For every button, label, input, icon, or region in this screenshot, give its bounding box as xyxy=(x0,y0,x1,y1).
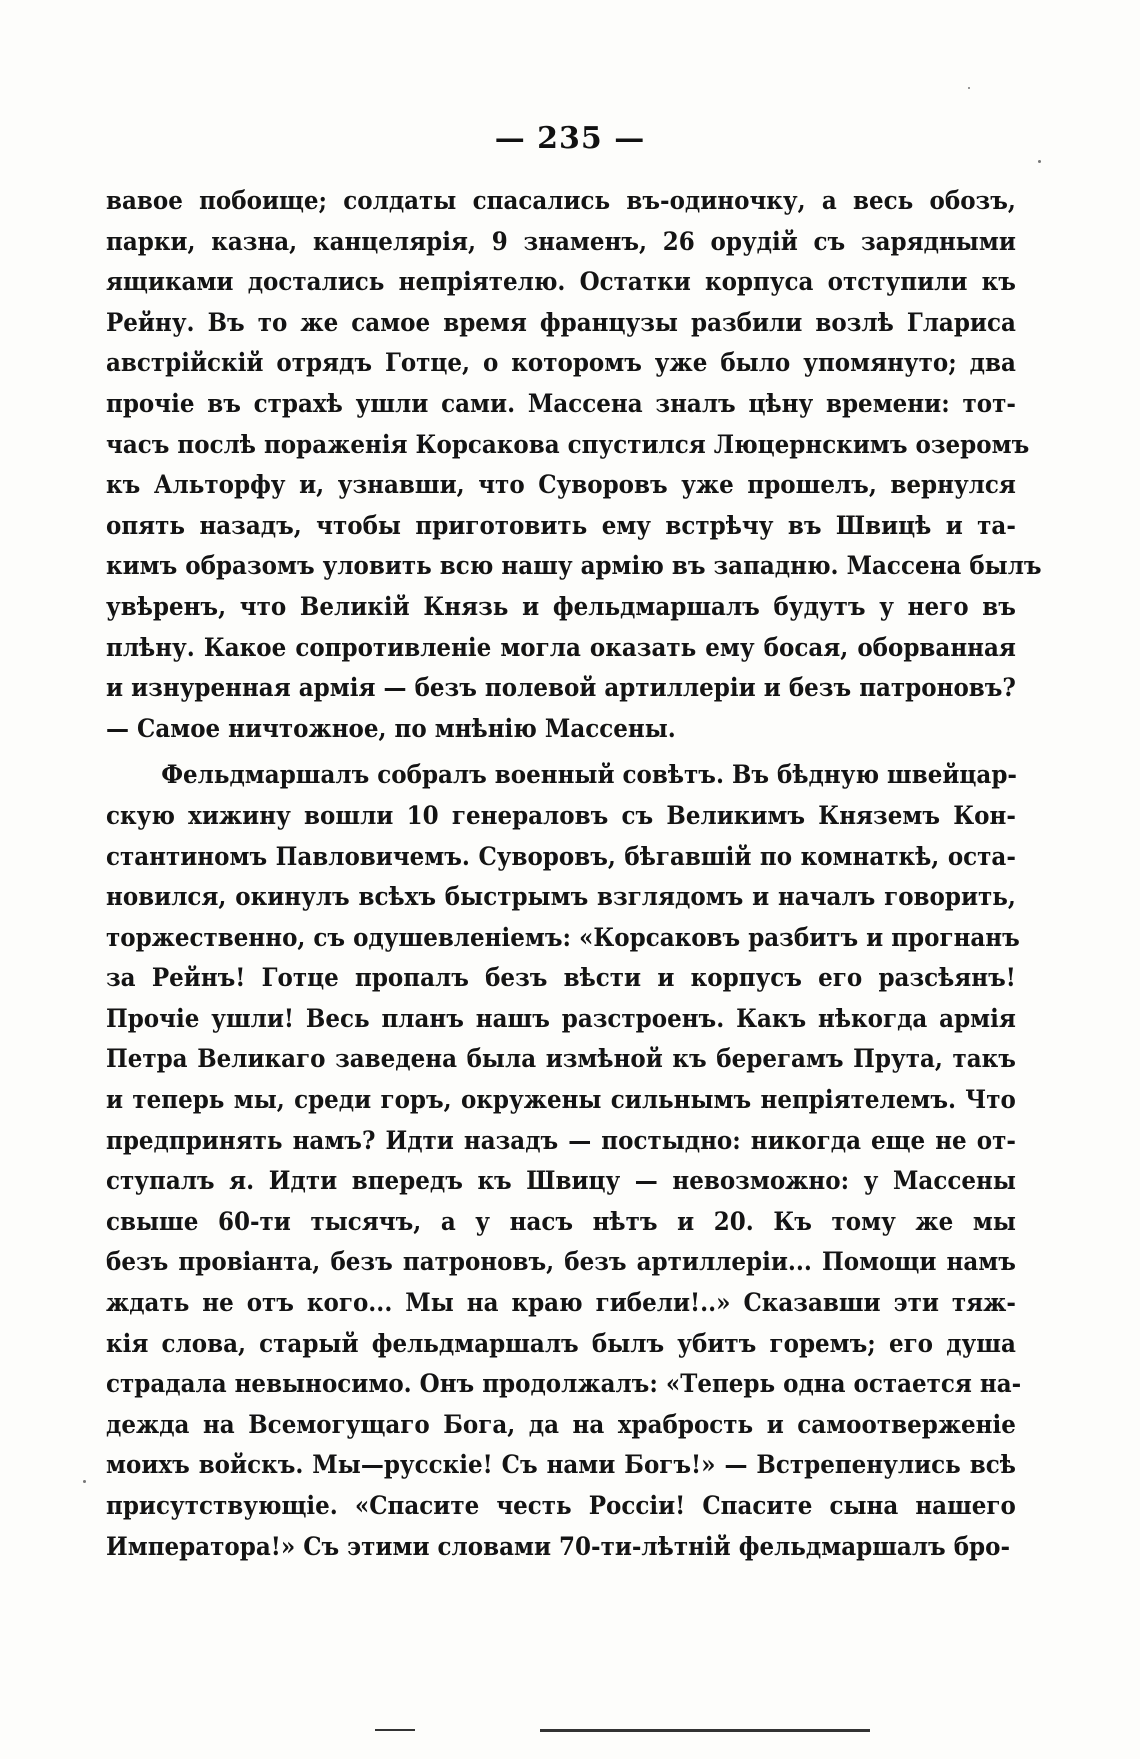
text-line: часъ послѣ пораженія Корсакова спустился Люцернскимъ озеромъ xyxy=(106,429,1030,459)
text-line: дежда на Всемогущаго Бога, да на храбрость и самоотверженіе xyxy=(106,1409,1016,1439)
text-line: новился, окинулъ всѣхъ быстрымъ взглядомъ и началъ говорить, xyxy=(106,882,1016,912)
text-line: и теперь мы, среди горъ, окружены сильнымъ непріятелемъ. Что xyxy=(106,1085,1016,1115)
text-line: кія слова, старый фельдмаршалъ былъ убитъ горемъ; его душа xyxy=(106,1328,1016,1358)
text-line: — Самое ничтожное, по мнѣнію Массены. xyxy=(106,713,676,743)
text-line: присутствующіе. «Спасите честь Россіи! Спасите сына нашего xyxy=(106,1491,1016,1520)
text-line: кимъ образомъ уловить всю нашу армію въ западню. Массена былъ xyxy=(106,551,1042,581)
footer-rule xyxy=(375,1729,415,1731)
text-line: ступалъ я. Идти впередъ къ Швицу — невозможно: у Массены xyxy=(106,1166,1016,1196)
page-body xyxy=(106,181,1042,1567)
text-line: ждать не отъ кого... Мы на краю гибели!..» Сказавши эти тяж- xyxy=(106,1288,1016,1318)
paragraph-2 xyxy=(106,755,1022,1567)
text-line: скую хижину вошли 10 генераловъ съ Великимъ Княземъ Кон- xyxy=(106,800,1016,830)
text-line: торжественно, съ одушевленіемъ: «Корсаковъ разбитъ и прогнанъ xyxy=(106,922,1020,952)
text-line: прочіе въ страхѣ ушли сами. Массена зналъ цѣну времени: тот- xyxy=(106,388,1016,418)
text-line: и изнуренная армія — безъ полевой артиллеріи и безъ патроновъ? xyxy=(106,673,1016,703)
page-number: — 235 — xyxy=(494,121,646,156)
text-line: увѣренъ, что Великій Князь и фельдмаршалъ будутъ у него въ xyxy=(106,591,1016,621)
scan-speck xyxy=(968,87,970,89)
text-line: австрійскій отрядъ Готце, о которомъ уже было упомянуто; два xyxy=(106,348,1016,378)
scan-speck xyxy=(1038,160,1041,163)
scan-speck xyxy=(83,1480,86,1483)
text-line: Рейну. Въ то же самое время французы разбили возлѣ Глариса xyxy=(106,307,1016,337)
text-line: вавое побоище; солдаты спасались въ-одиночку, а весь обозъ, xyxy=(106,186,1016,215)
footer-rule xyxy=(540,1729,870,1732)
text-line: страдала невыносимо. Онъ продолжалъ: «Теперь одна остается на- xyxy=(106,1369,1022,1399)
text-line: парки, казна, канцелярія, 9 знаменъ, 26 орудій съ зарядными xyxy=(106,226,1016,256)
text-line: плѣну. Какое сопротивленіе могла оказать ему босая, оборванная xyxy=(106,632,1016,662)
text-line: Прочіе ушли! Весь планъ нашъ разстроенъ. Какъ нѣкогда армія xyxy=(106,1003,1016,1033)
text-line: свыше 60-ти тысячъ, а у насъ нѣтъ и 20. Къ тому же мы xyxy=(106,1206,1016,1236)
paragraph-1 xyxy=(106,181,1042,749)
text-line: ящиками достались непріятелю. Остатки корпуса отступили къ xyxy=(106,267,1016,297)
text-line: Фельдмаршалъ собралъ военный совѣтъ. Въ бѣдную швейцар- xyxy=(161,760,1017,790)
text-line: Императора!» Съ этими словами 70-ти-лѣтній фельдмаршалъ бро- xyxy=(106,1531,1011,1561)
text-line: за Рейнъ! Готце пропалъ безъ вѣсти и корпусъ его разсѣянъ! xyxy=(106,963,1016,993)
text-line: моихъ войскъ. Мы—русскіе! Съ нами Богъ!» — Встрепенулись всѣ xyxy=(106,1450,1016,1480)
text-line: опять назадъ, чтобы приготовить ему встрѣчу въ Швицѣ и та- xyxy=(106,510,1016,540)
text-line: безъ провіанта, безъ патроновъ, безъ артиллеріи... Помощи намъ xyxy=(106,1247,1016,1277)
text-line: предпринять намъ? Идти назадъ — постыдно: никогда еще не от- xyxy=(106,1125,1016,1155)
text-line: Петра Великаго заведена была измѣной къ берегамъ Прута, такъ xyxy=(106,1044,1016,1074)
text-line: стантиномъ Павловичемъ. Суворовъ, бѣгавшій по комнаткѣ, оста- xyxy=(106,841,1016,871)
text-line: къ Альторфу и, узнавши, что Суворовъ уже прошелъ, вернулся xyxy=(106,470,1016,500)
